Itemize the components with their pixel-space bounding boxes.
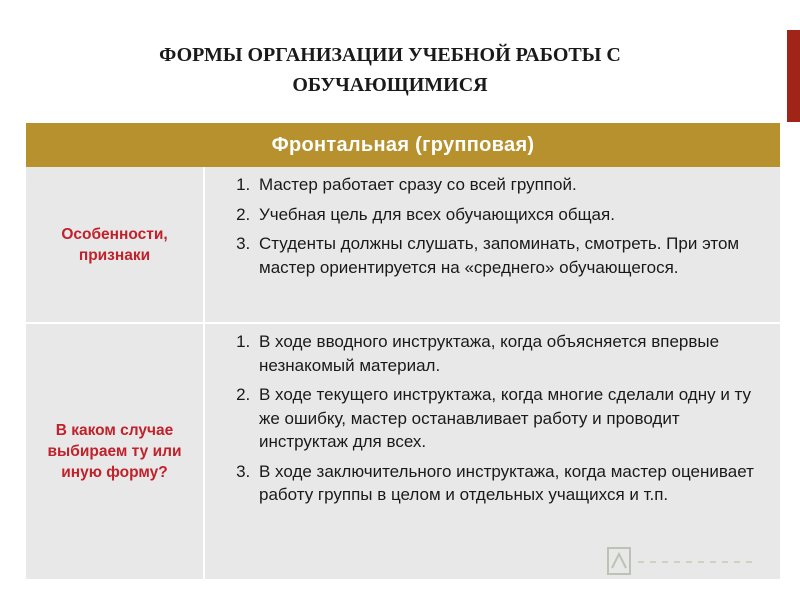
table-header-row — [26, 123, 780, 167]
list-item: 1. Мастер работает сразу со всей группой. — [255, 173, 770, 197]
table-header: Фронтальная (групповая) — [26, 123, 780, 167]
list-item: 2. Учебная цель для всех обучающихся общая. — [255, 203, 770, 227]
forms-table — [26, 123, 780, 581]
row-label-features: Особенности, признаки — [26, 167, 204, 323]
slide-title: ФОРМЫ ОРГАНИЗАЦИИ УЧЕБНОЙ РАБОТЫ С ОБУЧАЮЩИМИСЯ — [159, 44, 621, 96]
list-item: 2. В ходе текущего инструктажа, когда многие сделали одну и ту же ошибку, мастер останавливает работу и проводит инструктаж для всех. — [255, 383, 770, 454]
accent-bar — [787, 30, 800, 122]
list-item: 1. В ходе вводного инструктажа, когда объясняется впервые незнакомый материал. — [255, 330, 770, 377]
table-row — [26, 323, 780, 580]
table-row — [26, 167, 780, 323]
list-item: 3. Студенты должны слушать, запоминать, смотреть. При этом мастер ориентируется на «среднего» обучающегося. — [255, 232, 770, 279]
row-label-when: В каком случае выбираем ту или иную форму? — [26, 323, 204, 580]
features-list — [219, 173, 770, 279]
row-content-when — [204, 323, 780, 580]
when-list — [219, 330, 770, 507]
list-item: 3. В ходе заключительного инструктажа, когда мастер оценивает работу группы в целом и отдельных учащихся и т.п. — [255, 460, 770, 507]
row-content-features — [204, 167, 780, 323]
